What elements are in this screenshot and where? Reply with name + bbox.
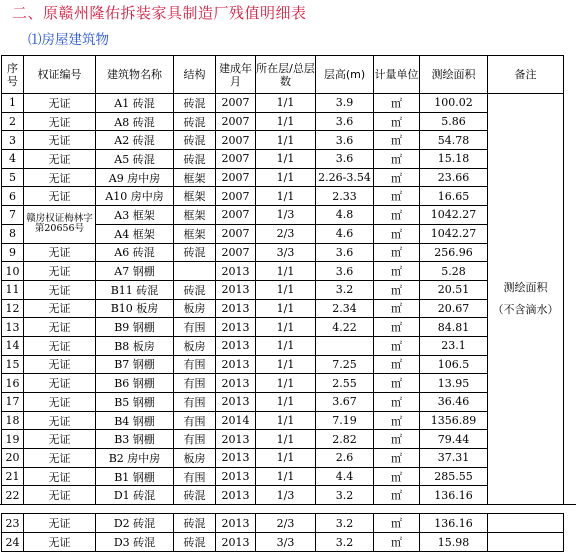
cell-height: 2.26-3.54 xyxy=(316,168,374,187)
cell-unit: ㎡ xyxy=(374,224,420,243)
table-row xyxy=(2,336,564,355)
table-row xyxy=(2,393,564,412)
cell-unit: ㎡ xyxy=(374,318,420,337)
table-row xyxy=(2,243,564,262)
cell-year: 2013 xyxy=(216,393,256,412)
cell-year: 2013 xyxy=(216,299,256,318)
cell-height: 4.22 xyxy=(316,318,374,337)
cell-no: 18 xyxy=(2,411,24,430)
cell-height: 2.34 xyxy=(316,299,374,318)
cell-year: 2007 xyxy=(216,224,256,243)
table-row xyxy=(2,318,564,337)
cell-structure: 砖混 xyxy=(174,486,216,505)
cell-year: 2007 xyxy=(216,243,256,262)
cell-structure: 有围 xyxy=(174,355,216,374)
col-header-cert: 权证编号 xyxy=(24,56,96,94)
cell-name: B11 砖混 xyxy=(96,280,174,299)
cell-year: 2013 xyxy=(216,355,256,374)
cell-height: 3.2 xyxy=(316,514,374,533)
cell-structure: 有围 xyxy=(174,318,216,337)
cell-cert: 无证 xyxy=(24,262,96,281)
col-header-floor: 所在层/总层数 xyxy=(256,56,316,94)
cell-year: 2013 xyxy=(216,280,256,299)
cell-no: 20 xyxy=(2,449,24,468)
cell-cert: 无证 xyxy=(24,112,96,131)
cell-no: 15 xyxy=(2,355,24,374)
cell-no: 10 xyxy=(2,262,24,281)
cell-area: 23.66 xyxy=(420,168,488,187)
cell-year: 2014 xyxy=(216,411,256,430)
cell-area: 16.65 xyxy=(420,187,488,206)
cell-floor: 1/1 xyxy=(256,299,316,318)
cell-unit: ㎡ xyxy=(374,187,420,206)
cell-no: 23 xyxy=(2,514,24,533)
cell-year: 2007 xyxy=(216,131,256,150)
table-row xyxy=(2,430,564,449)
page-title: 二、原赣州隆佑拆装家具制造厂残值明细表 xyxy=(12,4,307,22)
cell-cert: 无证 xyxy=(24,486,96,505)
cell-year: 2013 xyxy=(216,336,256,355)
cell-cert: 无证 xyxy=(24,374,96,393)
cell-area: 136.16 xyxy=(420,486,488,505)
cell-structure xyxy=(174,262,216,281)
cell-unit: ㎡ xyxy=(374,131,420,150)
cell-remark xyxy=(488,514,564,533)
cell-height: 4.4 xyxy=(316,467,374,486)
cell-structure: 框架 xyxy=(174,168,216,187)
table-row xyxy=(2,94,564,113)
cell-floor: 1/1 xyxy=(256,318,316,337)
cell-cert: 无证 xyxy=(24,411,96,430)
cell-height: 4.8 xyxy=(316,206,374,225)
cell-area: 37.31 xyxy=(420,449,488,468)
cell-name: A10 房中房 xyxy=(96,187,174,206)
cell-floor: 1/3 xyxy=(256,486,316,505)
cell-structure: 框架 xyxy=(174,187,216,206)
cell-name: B1 钢棚 xyxy=(96,467,174,486)
cell-unit: ㎡ xyxy=(374,150,420,169)
cell-name: A3 框架 xyxy=(96,206,174,225)
cell-unit: ㎡ xyxy=(374,449,420,468)
cell-area: 36.46 xyxy=(420,393,488,412)
table-row xyxy=(2,449,564,468)
cell-structure: 有围 xyxy=(174,467,216,486)
col-header-name: 建筑物名称 xyxy=(96,56,174,94)
cell-structure: 框架 xyxy=(174,206,216,225)
cell-year: 2013 xyxy=(216,449,256,468)
cell-name: A2 砖混 xyxy=(96,131,174,150)
table-row xyxy=(2,486,564,505)
cell-no: 24 xyxy=(2,533,24,552)
cell-no: 22 xyxy=(2,486,24,505)
table-row xyxy=(2,280,564,299)
cell-height: 7.25 xyxy=(316,355,374,374)
cell-floor: 1/1 xyxy=(256,262,316,281)
cell-cert: 无证 xyxy=(24,280,96,299)
cell-area: 54.78 xyxy=(420,131,488,150)
cell-area: 106.5 xyxy=(420,355,488,374)
cell-name: A6 砖混 xyxy=(96,243,174,262)
page-break-line xyxy=(0,504,576,505)
cell-floor: 3/3 xyxy=(256,243,316,262)
cell-name: A7 钢棚 xyxy=(96,262,174,281)
cell-structure: 有围 xyxy=(174,411,216,430)
cell-unit: ㎡ xyxy=(374,355,420,374)
cell-year: 2013 xyxy=(216,533,256,552)
cell-cert: 无证 xyxy=(24,243,96,262)
cell-height: 2.82 xyxy=(316,430,374,449)
cell-unit: ㎡ xyxy=(374,168,420,187)
cell-unit: ㎡ xyxy=(374,299,420,318)
cell-name: B9 钢棚 xyxy=(96,318,174,337)
cell-unit: ㎡ xyxy=(374,262,420,281)
table-row xyxy=(2,206,564,225)
table-row xyxy=(2,374,564,393)
cell-height: 3.6 xyxy=(316,262,374,281)
cell-floor: 3/3 xyxy=(256,533,316,552)
col-header-remark: 备注 xyxy=(488,56,564,94)
table-row xyxy=(2,514,564,533)
cell-structure: 砖混 xyxy=(174,243,216,262)
cell-floor: 1/1 xyxy=(256,393,316,412)
cell-year: 2007 xyxy=(216,168,256,187)
cell-year: 2013 xyxy=(216,262,256,281)
table-row xyxy=(2,150,564,169)
cell-no: 4 xyxy=(2,150,24,169)
cell-floor: 1/1 xyxy=(256,374,316,393)
col-header-area: 测绘面积 xyxy=(420,56,488,94)
cell-area: 5.28 xyxy=(420,262,488,281)
cell-unit: ㎡ xyxy=(374,94,420,113)
cell-no: 16 xyxy=(2,374,24,393)
cell-no: 11 xyxy=(2,280,24,299)
cell-name: A4 框架 xyxy=(96,224,174,243)
cell-area: 20.67 xyxy=(420,299,488,318)
cell-structure: 砖混 xyxy=(174,533,216,552)
cell-structure: 有围 xyxy=(174,393,216,412)
cell-unit: ㎡ xyxy=(374,336,420,355)
cell-area: 23.1 xyxy=(420,336,488,355)
cell-name: D1 砖混 xyxy=(96,486,174,505)
cell-year: 2007 xyxy=(216,187,256,206)
cell-year: 2013 xyxy=(216,374,256,393)
cell-floor: 1/1 xyxy=(256,411,316,430)
cell-structure: 砖混 xyxy=(174,150,216,169)
cell-cert: 无证 xyxy=(24,150,96,169)
cell-structure: 砖混 xyxy=(174,280,216,299)
cell-name: A8 砖混 xyxy=(96,112,174,131)
cell-name: B7 钢棚 xyxy=(96,355,174,374)
cell-structure: 板房 xyxy=(174,299,216,318)
cell-cert: 无证 xyxy=(24,94,96,113)
cell-floor: 1/1 xyxy=(256,150,316,169)
cell-cert: 无证 xyxy=(24,393,96,412)
cell-no: 14 xyxy=(2,336,24,355)
cell-no: 1 xyxy=(2,94,24,113)
cell-height: 3.6 xyxy=(316,243,374,262)
cell-year: 2013 xyxy=(216,467,256,486)
cell-cert: 无证 xyxy=(24,355,96,374)
col-header-structure: 结构 xyxy=(174,56,216,94)
cell-cert: 无证 xyxy=(24,467,96,486)
cell-cert: 无证 xyxy=(24,299,96,318)
cell-area: 1042.27 xyxy=(420,206,488,225)
cell-structure: 有围 xyxy=(174,430,216,449)
cell-name: B6 钢棚 xyxy=(96,374,174,393)
cell-unit: ㎡ xyxy=(374,374,420,393)
cell-cert: 无证 xyxy=(24,318,96,337)
table-header-row xyxy=(2,56,564,94)
cell-year: 2007 xyxy=(216,94,256,113)
table-row xyxy=(2,187,564,206)
cell-floor: 1/1 xyxy=(256,94,316,113)
cell-cert: 无证 xyxy=(24,187,96,206)
cell-name: B10 板房 xyxy=(96,299,174,318)
cell-no: 21 xyxy=(2,467,24,486)
cell-height: 3.2 xyxy=(316,486,374,505)
cell-cert: 无证 xyxy=(24,514,96,533)
cell-unit: ㎡ xyxy=(374,467,420,486)
cell-year: 2013 xyxy=(216,514,256,533)
cell-floor: 1/1 xyxy=(256,355,316,374)
cell-height: 4.6 xyxy=(316,224,374,243)
cell-year: 2007 xyxy=(216,112,256,131)
cell-no: 7 xyxy=(2,206,24,225)
cell-floor: 2/3 xyxy=(256,514,316,533)
cell-name: B3 钢棚 xyxy=(96,430,174,449)
cell-area: 15.18 xyxy=(420,150,488,169)
cell-no: 2 xyxy=(2,112,24,131)
cell-height: 2.33 xyxy=(316,187,374,206)
cell-no: 8 xyxy=(2,224,24,243)
col-header-height: 层高(m) xyxy=(316,56,374,94)
cell-cert: 无证 xyxy=(24,430,96,449)
cell-name: A9 房中房 xyxy=(96,168,174,187)
remark-line-2: （不含滴水） xyxy=(492,303,559,317)
cell-year: 2013 xyxy=(216,430,256,449)
cell-no: 6 xyxy=(2,187,24,206)
cell-area: 20.51 xyxy=(420,280,488,299)
col-header-unit: 计量单位 xyxy=(374,56,420,94)
cell-height: 2.6 xyxy=(316,449,374,468)
cell-floor: 1/1 xyxy=(256,449,316,468)
cell-unit: ㎡ xyxy=(374,514,420,533)
remark-line-1: 测绘面积 xyxy=(503,281,548,295)
col-header-year: 建成年月 xyxy=(216,56,256,94)
cell-structure: 板房 xyxy=(174,336,216,355)
section-title: ⑴房屋建筑物 xyxy=(28,32,109,48)
cell-cert: 无证 xyxy=(24,336,96,355)
cell-cert: 无证 xyxy=(24,168,96,187)
cell-name: B8 板房 xyxy=(96,336,174,355)
cell-name: D2 砖混 xyxy=(96,514,174,533)
cell-cert: 无证 xyxy=(24,533,96,552)
table-row xyxy=(2,411,564,430)
cell-unit: ㎡ xyxy=(374,430,420,449)
cell-height: 3.6 xyxy=(316,150,374,169)
cell-unit: ㎡ xyxy=(374,112,420,131)
cell-name: A1 砖混 xyxy=(96,94,174,113)
cell-height: 3.9 xyxy=(316,94,374,113)
cell-height xyxy=(316,336,374,355)
cell-unit: ㎡ xyxy=(374,280,420,299)
residual-value-table xyxy=(1,55,564,505)
table-row xyxy=(2,355,564,374)
cell-area: 1042.27 xyxy=(420,224,488,243)
cell-floor: 2/3 xyxy=(256,224,316,243)
cell-area: 13.95 xyxy=(420,374,488,393)
cell-floor: 1/1 xyxy=(256,168,316,187)
cell-structure: 砖混 xyxy=(174,112,216,131)
cell-area: 84.81 xyxy=(420,318,488,337)
table-row xyxy=(2,467,564,486)
cell-floor: 1/1 xyxy=(256,280,316,299)
cell-area: 285.55 xyxy=(420,467,488,486)
cell-structure: 砖混 xyxy=(174,94,216,113)
cell-cert: 无证 xyxy=(24,131,96,150)
cell-height: 7.19 xyxy=(316,411,374,430)
cell-height: 3.67 xyxy=(316,393,374,412)
cell-unit: ㎡ xyxy=(374,486,420,505)
cell-no: 19 xyxy=(2,430,24,449)
cell-structure: 框架 xyxy=(174,224,216,243)
cell-area: 5.86 xyxy=(420,112,488,131)
cell-unit: ㎡ xyxy=(374,206,420,225)
cell-height: 2.55 xyxy=(316,374,374,393)
table-row xyxy=(2,299,564,318)
cell-no: 5 xyxy=(2,168,24,187)
cell-remark xyxy=(488,533,564,552)
col-header-no: 序号 xyxy=(2,56,24,94)
cell-unit: ㎡ xyxy=(374,411,420,430)
cell-unit: ㎡ xyxy=(374,393,420,412)
cell-year: 2007 xyxy=(216,150,256,169)
table-row xyxy=(2,112,564,131)
cell-floor: 1/1 xyxy=(256,112,316,131)
cell-structure: 砖混 xyxy=(174,131,216,150)
cell-height: 3.6 xyxy=(316,112,374,131)
cell-height: 3.2 xyxy=(316,533,374,552)
cell-structure: 板房 xyxy=(174,449,216,468)
cell-floor: 1/3 xyxy=(256,206,316,225)
cell-no: 13 xyxy=(2,318,24,337)
table-row xyxy=(2,262,564,281)
cell-area: 1356.89 xyxy=(420,411,488,430)
cell-name: A5 砖混 xyxy=(96,150,174,169)
remark-cell xyxy=(488,94,564,505)
cell-year: 2013 xyxy=(216,486,256,505)
cell-name: B2 房中房 xyxy=(96,449,174,468)
cell-no: 12 xyxy=(2,299,24,318)
cell-structure: 砖混 xyxy=(174,514,216,533)
cell-structure: 有围 xyxy=(174,374,216,393)
cell-cert: 赣房权证梅林字第20656号 xyxy=(24,206,96,243)
cell-floor: 1/1 xyxy=(256,187,316,206)
cell-year: 2007 xyxy=(216,206,256,225)
cell-floor: 1/1 xyxy=(256,430,316,449)
cell-area: 100.02 xyxy=(420,94,488,113)
cell-name: D3 砖混 xyxy=(96,533,174,552)
cell-height: 3.2 xyxy=(316,280,374,299)
cell-area: 79.44 xyxy=(420,430,488,449)
cell-floor: 1/1 xyxy=(256,467,316,486)
cell-floor: 1/1 xyxy=(256,336,316,355)
cell-no: 17 xyxy=(2,393,24,412)
cell-unit: ㎡ xyxy=(374,533,420,552)
cell-unit: ㎡ xyxy=(374,243,420,262)
table-row xyxy=(2,533,564,552)
cell-no: 3 xyxy=(2,131,24,150)
cell-area: 136.16 xyxy=(420,514,488,533)
cell-height: 3.6 xyxy=(316,131,374,150)
cell-area: 15.98 xyxy=(420,533,488,552)
cell-area: 256.96 xyxy=(420,243,488,262)
cell-year: 2013 xyxy=(216,318,256,337)
residual-value-table-continued xyxy=(1,513,564,552)
cell-cert: 无证 xyxy=(24,449,96,468)
cell-name: B5 钢棚 xyxy=(96,393,174,412)
table-row xyxy=(2,168,564,187)
cell-name: B4 钢棚 xyxy=(96,411,174,430)
cell-floor: 1/1 xyxy=(256,131,316,150)
cell-no: 9 xyxy=(2,243,24,262)
table-row xyxy=(2,131,564,150)
